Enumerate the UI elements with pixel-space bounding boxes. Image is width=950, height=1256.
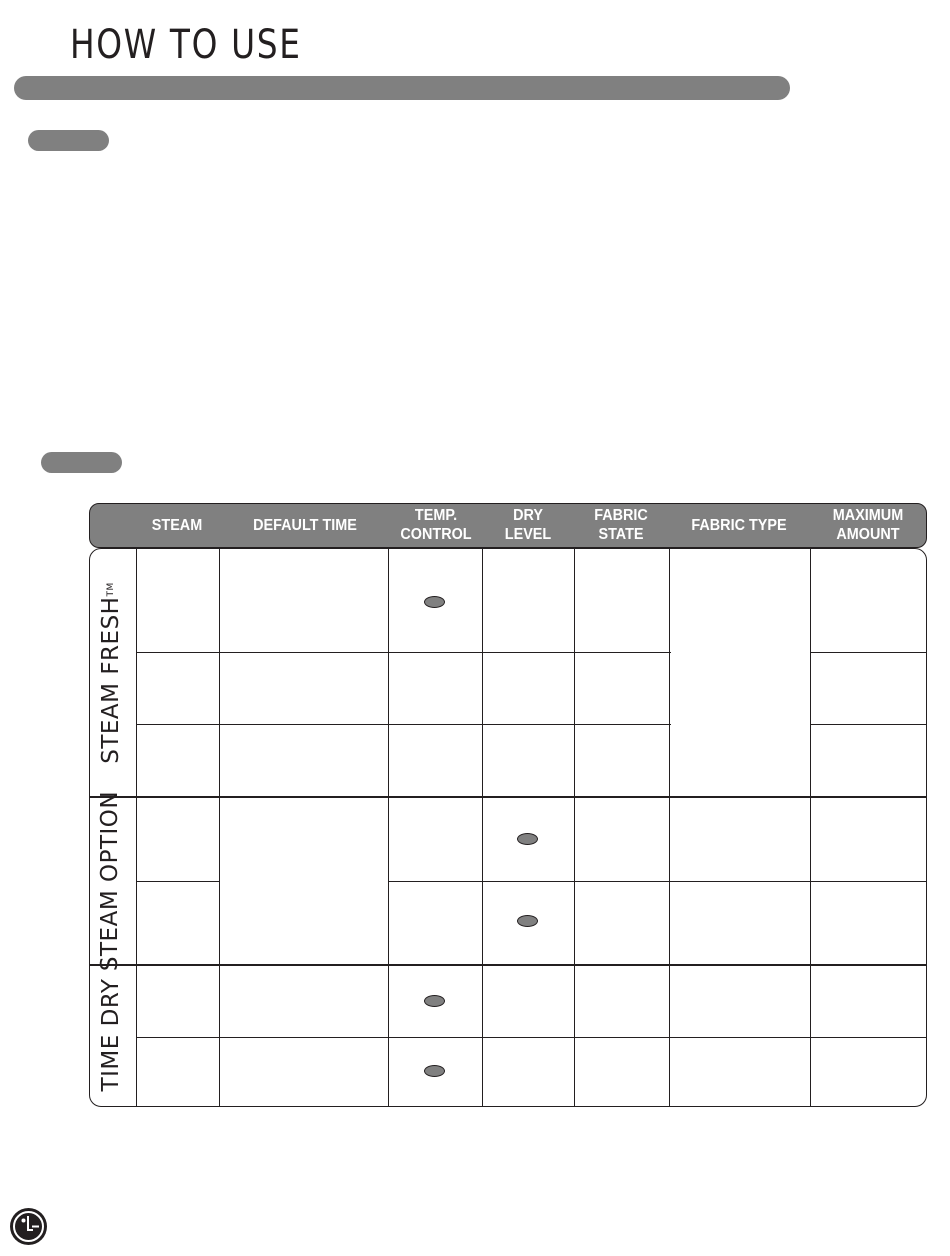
row-divider [810, 724, 926, 725]
row-divider [388, 881, 926, 882]
group-label-time-dry: TIME DRY [98, 978, 124, 1092]
header-steam: STEAM [151, 516, 203, 534]
row-divider [136, 652, 671, 653]
column-divider [669, 549, 670, 1107]
group-label-steam-option: STEAM OPTION [97, 790, 123, 972]
table-body [89, 548, 927, 1107]
section-label-pill [41, 452, 122, 473]
indicator-dot [424, 995, 445, 1007]
indicator-dot [424, 1065, 445, 1077]
lg-logo [10, 1208, 47, 1245]
header-fabric-state: FABRIC STATE [594, 507, 648, 543]
group-divider [90, 796, 926, 798]
column-divider [810, 549, 811, 1107]
header-maximum-amount: MAXIMUM AMOUNT [832, 507, 904, 543]
indicator-dot [424, 596, 445, 608]
group-label-steam-fresh [97, 548, 125, 798]
lg-logo-icon [10, 1208, 47, 1245]
header-default-time: DEFAULT TIME [253, 516, 357, 534]
group-divider [90, 964, 926, 966]
column-divider [388, 549, 389, 1107]
row-divider [810, 652, 926, 653]
section-label-pill [28, 130, 109, 151]
trademark-mark: TM [106, 582, 116, 597]
column-divider [219, 549, 220, 1107]
title-bar [14, 76, 790, 100]
indicator-dot [517, 915, 538, 927]
row-divider [136, 1037, 926, 1038]
table-header [89, 503, 927, 548]
column-divider [482, 549, 483, 1107]
header-fabric-type: FABRIC TYPE [691, 516, 787, 534]
row-divider [136, 724, 671, 725]
group-label-steam-fresh-text: STEAM FRESH [98, 596, 124, 764]
header-dry-level: DRY LEVEL [504, 507, 552, 543]
row-divider [136, 881, 220, 882]
indicator-dot [517, 833, 538, 845]
column-divider [136, 549, 137, 1107]
page-title: HOW TO USE [70, 22, 302, 68]
header-temp-control: TEMP. CONTROL [400, 507, 472, 543]
column-divider [574, 549, 575, 1107]
